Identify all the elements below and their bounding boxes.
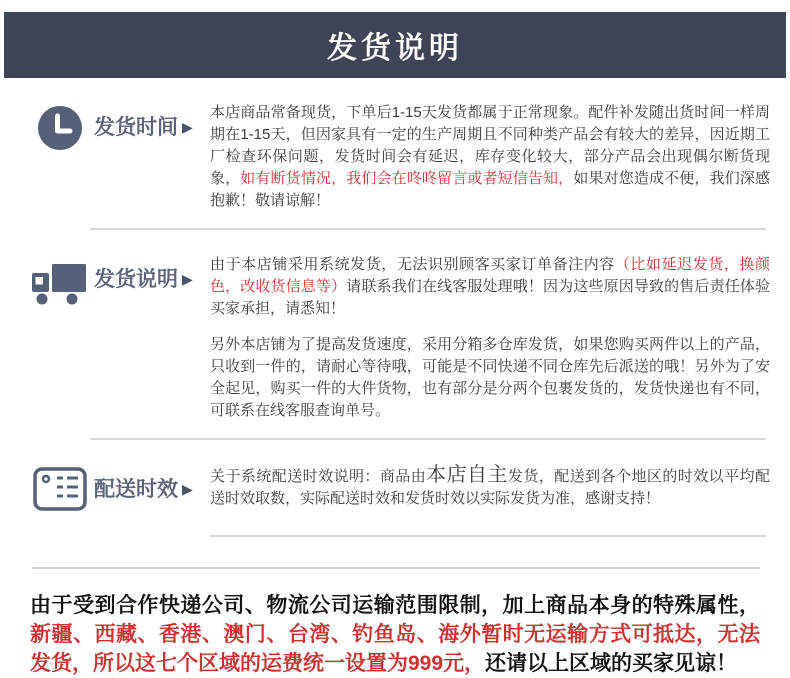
paragraph [210,102,770,212]
text-run: 如果对您造成不便，我们深感抱歉！敬请谅解！ [210,170,770,209]
page-header [4,12,786,78]
truck-icon [26,254,94,307]
section-delivery-time [0,440,790,521]
paragraph [210,334,770,422]
arrow-right-icon: ▶ [182,119,193,135]
text-run: 由于受到合作快递公司、物流公司运输范围限制，加上商品本身的特殊属性， [30,594,760,617]
section-shipping-time-text [210,102,770,212]
clock-icon [26,102,94,151]
text-run-red: 新疆、西藏、香港、澳门、台湾、钓鱼岛、海外暂时无运输方式可抵达，无法发货，所以这七个区域的运费统一设置为999元， [30,623,760,675]
text-run-red: （比如延迟发货，换颜色，改收货信息等） [210,256,770,295]
text-run: 本店商品常备现货，下单后1-15天发货都属于正常现象。配件补发随出货时间一样周期在1-15天，但因家具有一定的生产周期且不同种类产品会有较大的差异，因近期工厂检查环保问题，发货时间会有延迟，库存变化较大，部分产品会出现偶尔断货现象， [210,104,770,187]
section-shipping-note [0,230,790,432]
text-run: 由于本店铺采用系统发货，无法识别顾客买家订单备注内容 [210,256,615,273]
section-delivery-time-text [210,464,770,510]
section-divider [210,535,766,537]
region-restriction-notice [30,591,760,678]
text-run-emphasis: 本店自主 [426,464,508,486]
page-title: 发货说明 [327,32,463,65]
text-run: 关于系统配送时效说明：商品由 [210,468,427,485]
text-run-red: 如有断货情况，我们会在咚咚留言或者短信告知， [240,170,574,187]
text-run: 还请以上区域的买家见谅！ [485,652,738,675]
arrow-right-icon: ▶ [182,271,193,287]
text-run: 另外本店铺为了提高发货速度，采用分箱多仓库发货，如果您购买两件以上的产品，只收到一件的，请耐心等待哦，可能是不同快递不同仓库先后派送的哦！另外为了安全起见，购买一件的大件货物，也有部分是分两个包裹发货的，发货快递也有不同，可联系在线客服查询单号。 [210,336,770,419]
section-shipping-note-text [210,254,770,422]
section-delivery-time-label [94,464,210,503]
section-shipping-time-label [94,102,210,141]
section-label-text: 发货时间 [94,116,178,139]
arrow-right-icon: ▶ [182,481,193,497]
section-label-text: 发货说明 [94,268,178,291]
section-label-text: 配送时效 [94,478,178,501]
section-shipping-time [0,78,790,222]
paragraph [210,254,770,320]
text-run: 请联系我们在线客服处理哦！因为这些原因导致的售后责任体验买家承担，请悉知！ [210,278,770,317]
section-shipping-note-label [94,254,210,293]
shipping-notice-page [0,12,790,675]
footer-divider [32,567,760,569]
text-run: 发货，配送到各个地区的时效以平均配送时效取数，实际配送时效和发货时效以实际发货为准，感谢支持！ [210,468,770,507]
list-icon [26,464,94,511]
paragraph [210,464,770,510]
